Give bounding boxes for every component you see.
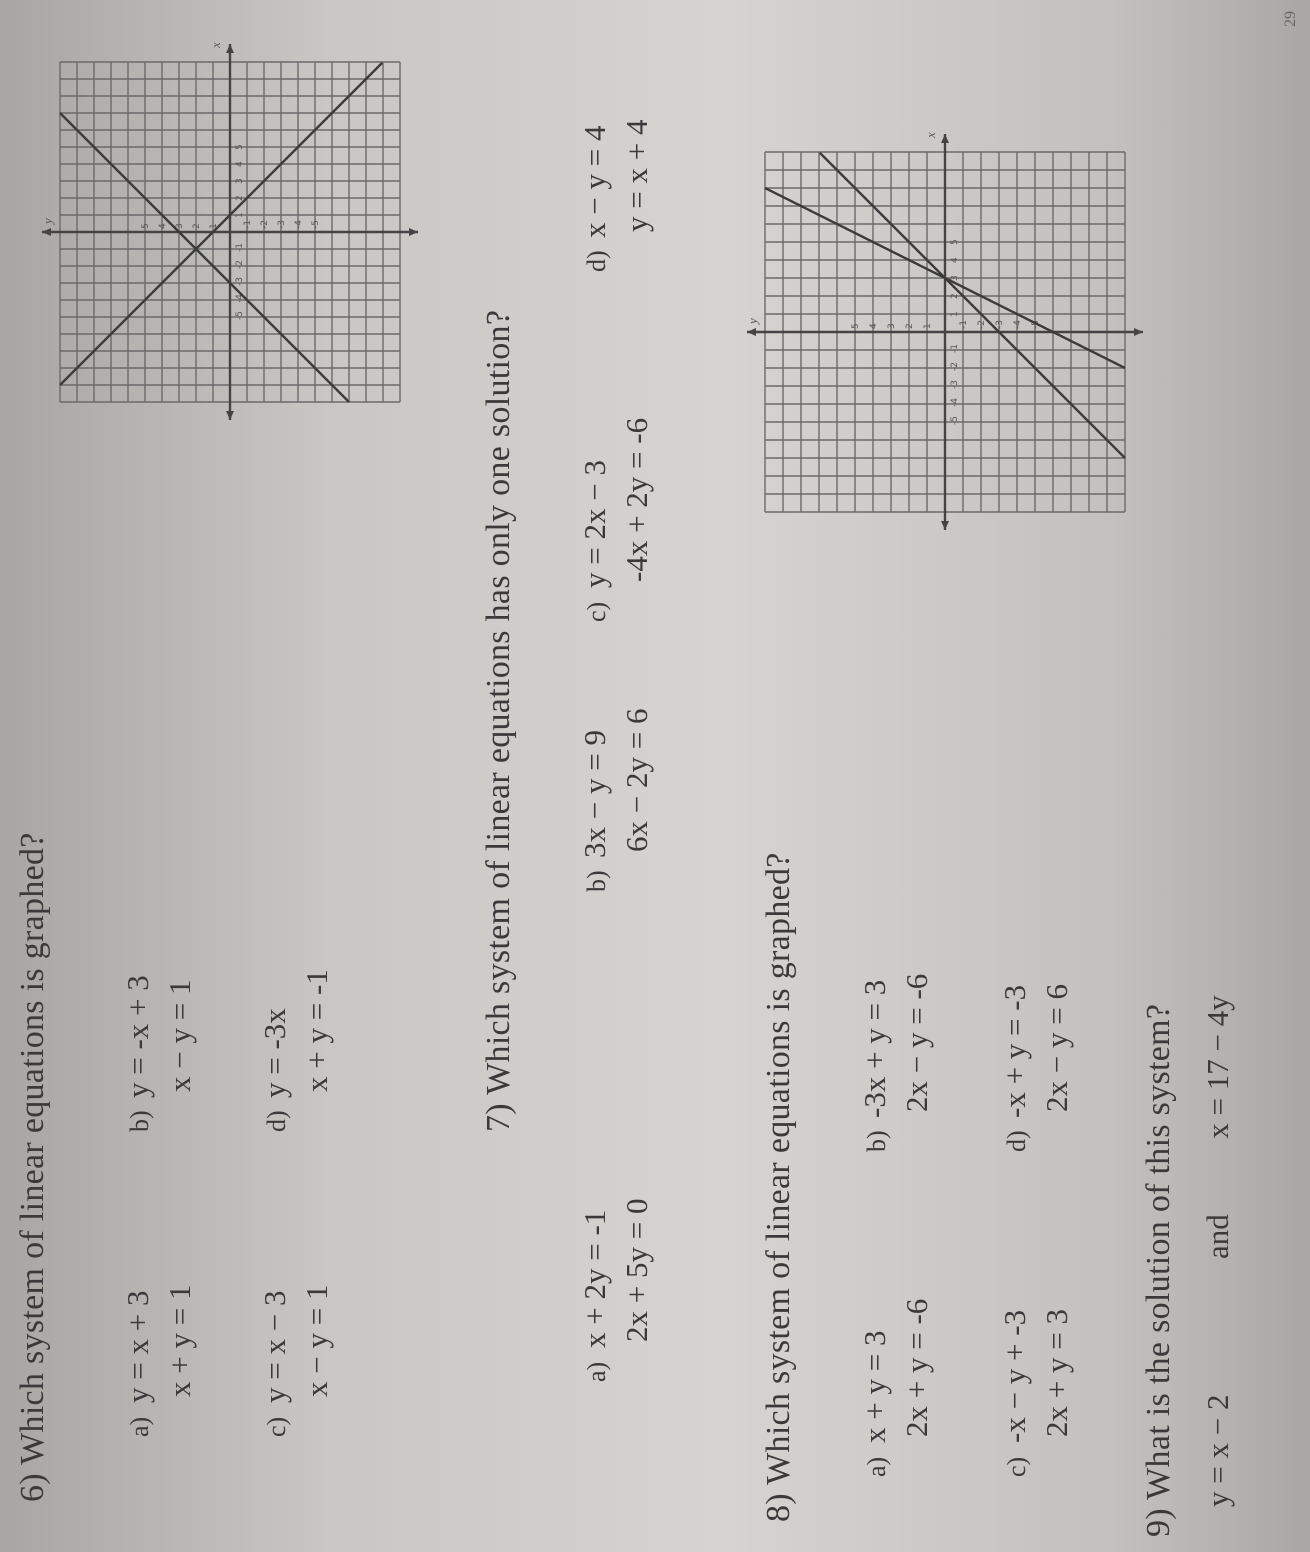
x-tick-label: 5 <box>950 239 960 245</box>
x-axis-arrow-icon <box>941 134 949 143</box>
y-tick-label: -1 <box>959 320 969 329</box>
x-tick-label: -2 <box>235 260 245 269</box>
q7-option-d[interactable]: d)x − y = 4 y = x + 4 <box>577 119 654 272</box>
q7-option-a[interactable]: a)x + 2y = -1 2x + 5y = 0 <box>577 1198 654 1382</box>
y-axis-arrow-icon <box>1134 328 1143 336</box>
x-tick-label: 4 <box>235 161 245 167</box>
q9-equation-1: y = x − 2 <box>1200 1394 1235 1507</box>
y-tick-label: -2 <box>977 320 987 329</box>
y-tick-label: 2 <box>192 223 202 229</box>
y-tick-label: -3 <box>277 220 287 229</box>
y-tick-label: 1 <box>923 323 933 329</box>
y-tick-label: 4 <box>869 323 879 329</box>
q6-coordinate-graph <box>30 32 430 432</box>
y-tick-label: -4 <box>294 220 304 229</box>
question-8: 8) Which system of linear equations is graphed? <box>760 852 797 1522</box>
y-tick-label: 4 <box>158 223 168 229</box>
q7-option-c[interactable]: c)y = 2x − 3 -4x + 2y = -6 <box>577 417 654 622</box>
graphed-line <box>60 113 349 402</box>
y-tick-label: 3 <box>887 323 897 329</box>
x-tick-label: -5 <box>950 416 960 425</box>
x-axis-label: x <box>923 132 938 138</box>
q6-option-c[interactable]: c)y = x − 3 x − y = 1 <box>257 1284 334 1437</box>
x-tick-label: -4 <box>235 294 245 303</box>
x-axis-arrow-icon <box>941 521 949 530</box>
x-tick-label: -5 <box>235 311 245 320</box>
y-tick-label: 2 <box>905 323 915 329</box>
x-tick-label: -2 <box>950 362 960 371</box>
x-tick-label: -3 <box>235 277 245 286</box>
y-axis-arrow-icon <box>42 228 51 236</box>
q8-option-a[interactable]: a)x + y = 3 2x + y = -6 <box>857 1298 934 1477</box>
q9-connector: and <box>1200 1214 1235 1260</box>
y-tick-label: 5 <box>851 323 861 329</box>
y-tick-label: -3 <box>995 320 1005 329</box>
y-tick-label: -1 <box>243 220 253 229</box>
x-tick-label: 2 <box>950 293 960 299</box>
x-tick-label: -4 <box>950 398 960 407</box>
y-tick-label: 5 <box>141 223 151 229</box>
x-tick-label: -1 <box>235 243 245 252</box>
q6-option-a[interactable]: a)y = x + 3 x + y = 1 <box>120 1284 197 1437</box>
q6-option-d[interactable]: d)y = -3x x + y = -1 <box>257 969 334 1132</box>
y-tick-label: 1 <box>209 223 219 229</box>
y-axis-label: y <box>40 218 55 224</box>
x-axis-arrow-icon <box>226 44 234 53</box>
question-6: 6) Which system of linear equations is graphed? <box>14 832 51 1502</box>
graphed-line <box>820 153 1125 458</box>
question-9: 9) What is the solution of this system? <box>1140 1003 1177 1537</box>
y-tick-label: -2 <box>260 220 270 229</box>
q9-system <box>1200 995 1236 1507</box>
y-axis-arrow-icon <box>747 328 756 336</box>
y-axis-label: y <box>745 318 760 324</box>
y-tick-label: -5 <box>1031 320 1041 329</box>
q9-equation-2: x = 17 − 4y <box>1200 995 1235 1139</box>
q8-option-c[interactable]: c)-x − y + -3 2x + y = 3 <box>997 1309 1074 1477</box>
x-tick-label: 4 <box>950 257 960 263</box>
x-tick-label: 5 <box>235 144 245 150</box>
page-number: 29 <box>1282 11 1299 27</box>
question-7: 7) Which system of linear equations has only one solution? <box>480 309 517 1132</box>
q8-coordinate-graph <box>735 122 1155 542</box>
x-tick-label: 1 <box>235 212 245 218</box>
x-tick-label: 3 <box>950 275 960 281</box>
q7-option-b[interactable]: b)3x − y = 9 6x − 2y = 6 <box>577 708 654 892</box>
y-tick-label: 3 <box>175 223 185 229</box>
y-axis-arrow-icon <box>409 228 418 236</box>
q8-option-d[interactable]: d)-x + y = -3 2x − y = 6 <box>997 984 1074 1152</box>
x-tick-label: 1 <box>950 311 960 317</box>
x-tick-label: -1 <box>950 344 960 353</box>
x-axis-label: x <box>208 42 223 48</box>
x-tick-label: 3 <box>235 178 245 184</box>
q8-option-b[interactable]: b)-3x + y = 3 2x − y = -6 <box>857 973 934 1152</box>
y-tick-label: -4 <box>1013 320 1023 329</box>
y-tick-label: -5 <box>311 220 321 229</box>
graphed-line <box>60 63 382 385</box>
x-axis-arrow-icon <box>226 411 234 420</box>
q6-option-b[interactable]: b)y = -x + 3 x − y = 1 <box>120 975 197 1132</box>
x-tick-label: 2 <box>235 195 245 201</box>
x-tick-label: -3 <box>950 380 960 389</box>
